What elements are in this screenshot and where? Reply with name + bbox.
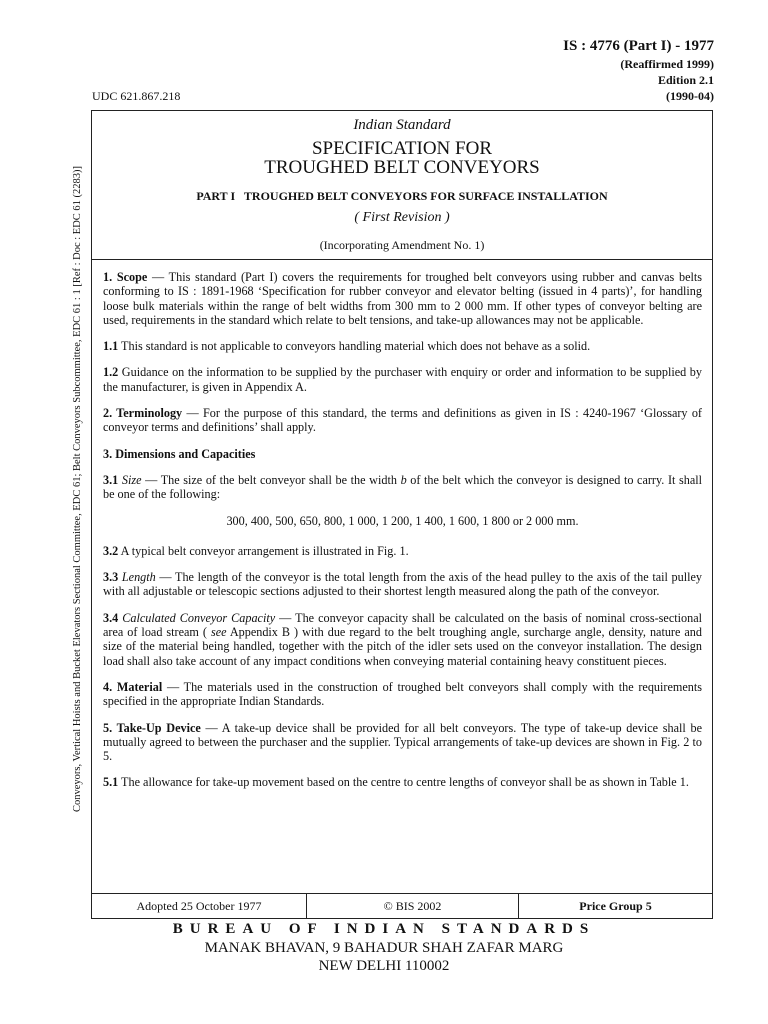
section-heading: 2. Terminology <box>103 406 183 421</box>
section-1 <box>103 270 702 327</box>
edition-label: Edition 2.1 <box>657 73 714 87</box>
committee-sidebar: Conveyors, Vertical Hoists and Bucket Elevators Sectional Committee, EDC 61; Belt Conveyors Subcommittee, EDC 61 : 1 [Ref : Doc : EDC 61 (2283)] <box>72 165 83 812</box>
clause-term: Size <box>121 472 142 487</box>
section-3-1 <box>103 473 702 502</box>
document-frame <box>91 110 713 919</box>
revision-note: ( First Revision ) <box>354 210 450 225</box>
section-5 <box>103 721 702 764</box>
section-text: A typical belt conveyor arrangement is illustrated in Fig. 1. <box>118 543 409 558</box>
section-3 <box>103 447 702 461</box>
clause-number: 3.1 <box>103 472 119 487</box>
footer-row <box>92 893 712 918</box>
section-2 <box>103 406 702 435</box>
standard-kicker: Indian Standard <box>353 117 451 133</box>
part-heading: PART I TROUGHED BELT CONVEYORS FOR SURFACE INSTALLATION <box>196 189 608 203</box>
section-5-1 <box>103 775 702 789</box>
belt-sizes-list: 300, 400, 500, 650, 800, 1 000, 1 200, 1 400, 1 600, 1 800 or 2 000 mm. <box>226 513 579 528</box>
section-heading: 4. Material <box>103 679 163 694</box>
section-text: — The conveyor capacity shall be calculated on the basis of nominal cross-sectional area of load stream ( <box>103 610 702 640</box>
edition-date: (1990-04) <box>666 89 714 103</box>
publisher-address-2: NEW DELHI 110002 <box>318 958 450 974</box>
section-1-2 <box>103 365 702 394</box>
section-text: Guidance on the information to be supplied by the purchaser with enquiry or order and information to be supplied by the manufacturer, is given in Appendix A. <box>103 365 702 394</box>
copyright: © BIS 2002 <box>307 894 519 918</box>
clause-number: 1.2 <box>103 365 119 380</box>
amendment-note: (Incorporating Amendment No. 1) <box>319 238 485 252</box>
section-heading: 5. Take-Up Device <box>103 720 201 735</box>
section-text: — The length of the conveyor is the total length from the axis of the head pulley to the axis of the tail pulley with all adjustable or telescopic sections adjusted to their shortest length measured along the path of the conveyor. <box>103 570 702 599</box>
clause-number: 3.3 <box>103 570 119 585</box>
publisher-name: BUREAU OF INDIAN STANDARDS <box>172 921 596 937</box>
clause-number: 5.1 <box>103 775 119 790</box>
clause-term: Length <box>121 570 156 585</box>
variable-b: b <box>400 472 407 487</box>
section-3-4 <box>103 611 702 668</box>
price-group: Price Group 5 <box>579 898 652 913</box>
section-text: — A take-up device shall be provided for all belt conveyors. The type of take-up device shall be mutually agreed to between the purchaser and the supplier. Typical arrangements of take-up devices are shown in Fig. 2 to 5. <box>103 720 703 764</box>
section-text: of the belt which the conveyor is designed to carry. It shall be one of the following: <box>103 472 703 502</box>
section-text: — The materials used in the construction of troughed belt conveyors shall comply with the requirements specified in the appropriate Indian Standards. <box>103 679 702 709</box>
section-1-1 <box>103 339 702 353</box>
title-line-2: TROUGHED BELT CONVEYORS <box>264 157 540 178</box>
section-4 <box>103 680 702 709</box>
section-text: This standard is not applicable to conveyors handling material which does not behave as a solid. <box>118 339 591 354</box>
section-3-3 <box>103 570 702 599</box>
standard-number: IS : 4776 (Part I) - 1977 <box>563 38 714 54</box>
clause-number: 3.4 <box>103 610 119 625</box>
document-body <box>103 270 702 802</box>
title-line-1: SPECIFICATION FOR <box>311 138 492 159</box>
section-text: — For the purpose of this standard, the terms and definitions as given in IS : 4240-1967 ‘Glossary of conveyor terms and definitions’ shall apply. <box>103 406 702 435</box>
clause-term: Calculated Conveyor Capacity <box>122 610 276 625</box>
reaffirmed-note: (Reaffirmed 1999) <box>620 57 714 71</box>
publisher-address-1: MANAK BHAVAN, 9 BAHADUR SHAH ZAFAR MARG <box>204 940 564 956</box>
section-text: Appendix B ) with due regard to the belt troughing angle, surcharge angle, density, nature and size of the material being handled, together with the pitch of the idler sets used on the conveyor installation. The design load shall also take account of any impact conditions when conveying material containing heavy constituent pieces. <box>103 625 702 668</box>
adopted-date: Adopted 25 October 1977 <box>92 894 307 918</box>
section-heading: 3. Dimensions and Capacities <box>103 446 256 461</box>
section-text: The allowance for take-up movement based on the centre to centre lengths of conveyor shall be as shown in Table 1. <box>118 775 689 790</box>
section-heading: 1. Scope <box>103 270 148 284</box>
title-block <box>92 111 712 260</box>
clause-number: 3.2 <box>103 543 119 558</box>
clause-number: 1.1 <box>103 339 119 354</box>
section-text: — The size of the belt conveyor shall be the width <box>141 472 401 487</box>
udc-code: UDC 621.867.218 <box>92 89 181 103</box>
section-3-2 <box>103 544 702 558</box>
see-word: see <box>210 625 227 640</box>
section-text: — This standard (Part I) covers the requirements for troughed belt conveyors using rubber and canvas belts conforming to IS : 1891-1968 ‘Specification for rubber conveyor and elevator belting (issued in 4 parts)’, for handling loose bulk materials within the range of belt widths from 300 mm to 2 000 mm. If other types of conveyor belting are used, requirements in the standard which relate to belt tensions, and take-up allowances may not be applicable. <box>103 270 703 327</box>
